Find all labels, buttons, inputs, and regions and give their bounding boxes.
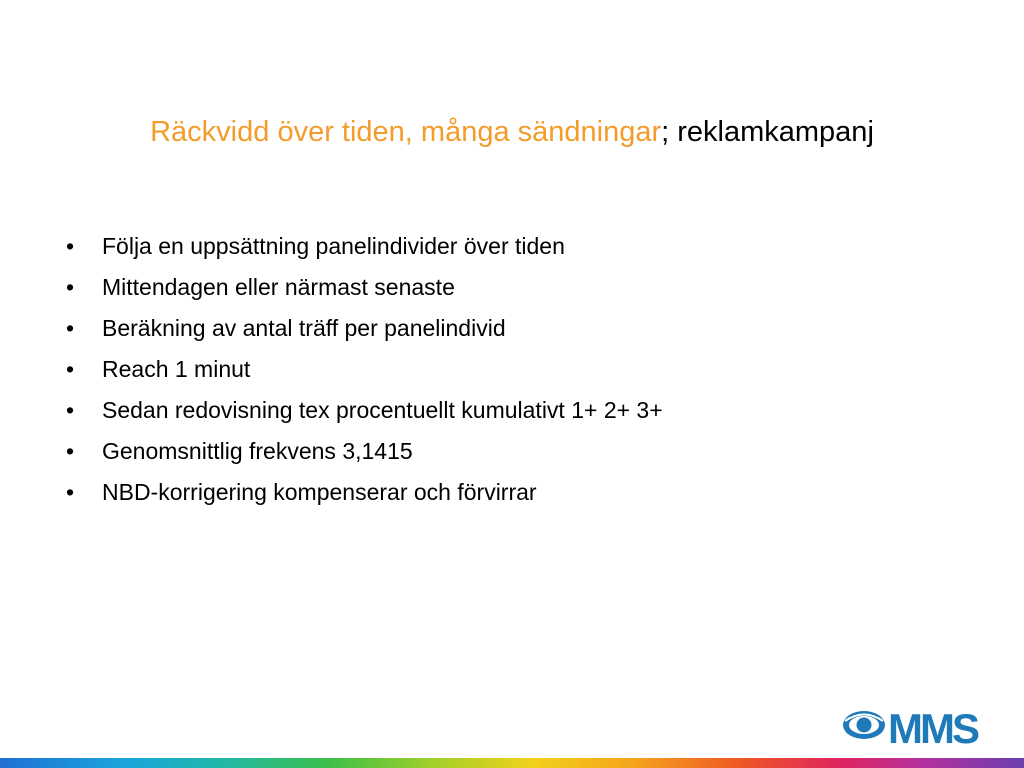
bullet-item [60, 308, 663, 349]
bullet-text: Sedan redovisning tex procentuellt kumulativt 1+ 2+ 3+ [102, 397, 663, 423]
slide-title-rest: ; reklamkampanj [661, 116, 874, 148]
bullet-symbol: • [65, 315, 75, 341]
bullet-item [60, 472, 663, 513]
rainbow-footer-bar [0, 758, 1024, 768]
bullet-text: Mittendagen eller närmast senaste [102, 274, 455, 300]
slide-title [0, 110, 1024, 154]
bullet-symbol: • [65, 274, 75, 300]
bullet-text: Genomsnittlig frekvens 3,1415 [102, 438, 413, 464]
bullet-text: Beräkning av antal träff per panelindivid [102, 315, 506, 341]
mms-logo [842, 703, 1006, 747]
bullet-symbol: • [65, 479, 75, 505]
slide-title-accent: Räckvidd över tiden, många sändningar [150, 116, 662, 148]
bullet-item [60, 226, 663, 267]
logo-text: MMS [888, 705, 977, 747]
bullet-item [60, 431, 663, 472]
bullet-item [60, 349, 663, 390]
bullet-item [60, 267, 663, 308]
bullet-text: Följa en uppsättning panelindivider över tiden [102, 233, 565, 259]
bullet-symbol: • [65, 438, 75, 464]
bullet-item [60, 390, 663, 431]
bullet-symbol: • [65, 356, 75, 382]
bullet-text: Reach 1 minut [102, 356, 251, 382]
bullet-text: NBD-korrigering kompenserar och förvirrar [102, 479, 537, 505]
bullet-symbol: • [65, 397, 75, 423]
bullet-list [60, 226, 663, 513]
eye-icon [843, 711, 885, 739]
bullet-symbol: • [65, 233, 75, 259]
